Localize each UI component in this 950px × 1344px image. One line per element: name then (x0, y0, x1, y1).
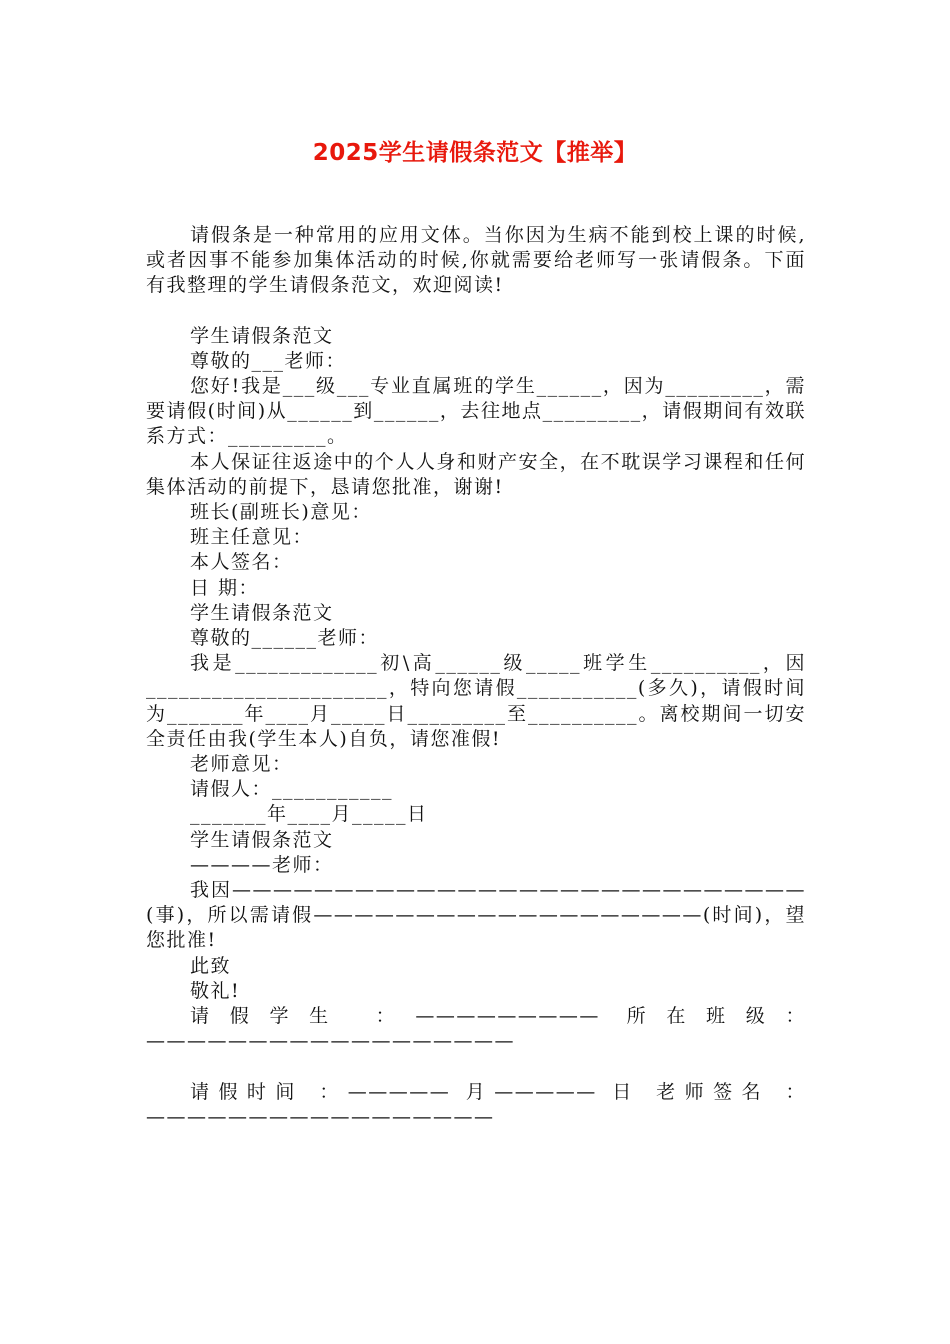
template-1-salutation: 尊敬的___老师： (190, 349, 347, 372)
document-body (146, 223, 806, 1130)
leave-time-teacher-signature-line: 请假时间 ：————— 月————— 日 老师签名 ：————————————————— (146, 1080, 806, 1128)
date-line: 日 期： (190, 576, 260, 599)
template-1-guarantee: 本人保证往返途中的个人人身和财产安全，在不耽误学习课程和任何集体活动的前提下，恳请您批准，谢谢! (146, 450, 806, 498)
template-2-date-line: _______年____月_____日 (190, 803, 428, 826)
template-3-body: 我因————————————————————————————(事)，所以需请假———————————————————(时间)，望您批准! (146, 879, 806, 952)
head-teacher-opinion-line: 班主任意见： (190, 526, 314, 549)
template-1-body: 您好!我是___级___专业直属班的学生______，因为_________，需要请假(时间)从______到______，去往地点_________，请假期间有效联系方式：_________。 (146, 375, 806, 448)
template-3-salutation: ————老师： (190, 853, 334, 876)
closing-line: 此致 (190, 954, 232, 977)
template-3-heading: 学生请假条范文 (190, 828, 334, 851)
teacher-opinion-line: 老师意见： (190, 753, 293, 776)
intro-paragraph: 请假条是一种常用的应用文体。当你因为生病不能到校上课的时候,或者因事不能参加集体活动的时候,你就需要给老师写一张请假条。下面有我整理的学生请假条范文，欢迎阅读! (146, 224, 806, 297)
document-title: 2025学生请假条范文【推举】 (312, 140, 638, 166)
template-2-body: 我是_____________初\高______级_____班学生__________，因______________________，特向您请假___________(多久)，请假时间为_______年____月_____日_________至__________。离校期间一切安全责任由我(学生本人)自负，请您准假! (146, 652, 806, 750)
applicant-line: 请假人：___________ (190, 778, 394, 801)
template-1-heading: 学生请假条范文 (190, 324, 334, 347)
paragraph-gap (146, 299, 806, 324)
template-2-heading: 学生请假条范文 (190, 601, 334, 624)
signature-line: 本人签名： (190, 551, 293, 574)
regards-line: 敬礼! (190, 979, 241, 1002)
monitor-opinion-line: 班长(副班长)意见： (190, 501, 372, 524)
student-class-line: 请假学生 ：————————— 所在班级：—————————————————— (146, 1005, 806, 1053)
template-2-salutation: 尊敬的______老师： (190, 627, 380, 650)
